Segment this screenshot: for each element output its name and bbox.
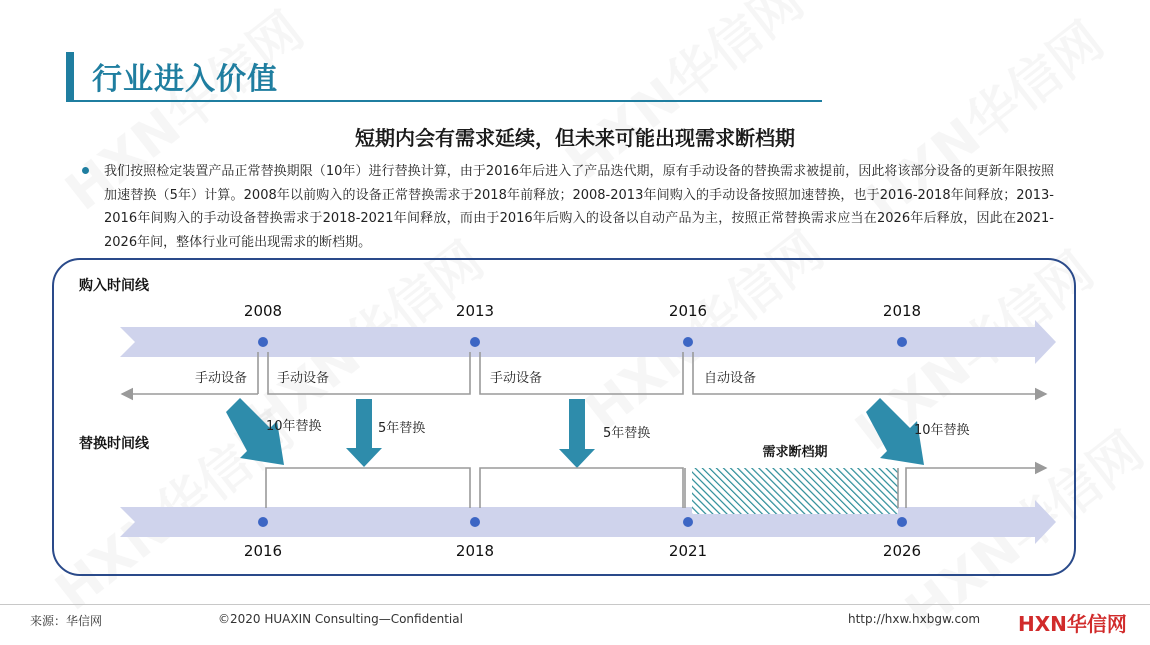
purchase-year-2013: 2013 — [455, 302, 495, 320]
replace-bracket-after-2026 — [906, 468, 1046, 508]
replace-year-2016: 2016 — [243, 542, 283, 560]
replace-bracket-2016-2018 — [266, 468, 470, 508]
segment-label-auto-2016: 自动设备 — [703, 371, 757, 386]
footer-source: 来源：华信网 — [30, 614, 103, 628]
replace-year-2021: 2021 — [668, 542, 708, 560]
replace-dot-2016 — [258, 517, 268, 527]
replace-year-2018: 2018 — [455, 542, 495, 560]
replace-timeline-label: 替换时间线 — [79, 436, 149, 452]
purchase-timeline-label: 购入时间线 — [79, 278, 149, 294]
replace-arrow-label-1: 10年替换 — [266, 419, 322, 434]
purchase-year-2008: 2008 — [243, 302, 283, 320]
replace-arrow-label-2: 5年替换 — [378, 421, 426, 436]
replace-arrow-3 — [559, 399, 595, 468]
footer-divider — [0, 604, 1150, 605]
demand-gap-hatch — [692, 468, 898, 514]
segment-label-manual-before: 手动设备 — [194, 371, 248, 386]
demand-gap-label: 需求断档期 — [762, 445, 828, 460]
purchase-dot-2016 — [683, 337, 693, 347]
replace-bracket-2018-2021 — [480, 468, 683, 508]
replace-dot-2021 — [683, 517, 693, 527]
replace-dot-2026 — [897, 517, 907, 527]
purchase-year-2016: 2016 — [668, 302, 708, 320]
purchase-dot-2013 — [470, 337, 480, 347]
purchase-year-2018: 2018 — [882, 302, 922, 320]
body-paragraph: 我们按照检定装置产品正常替换期限（10年）进行替换计算，由于2016年后进入了产品迭代期，原有手动设备的替换需求被提前，因此将该部分设备的更新年限按照加速替换（5年）计算。2008年以前购入的设备正常替换需求于2018年前释放；2008-2013年间购入的手动设备按照加速替换，也于2016-2018年间释放；2013-2016年间购入的手动设备替换需求于2018-2021年间释放，而由于2016年后购入的设备以自动产品为主，按照正常替换需求应当在2026年后释放，因此在2021-2026年间，整体行业可能出现需求的断档期。 — [104, 164, 1054, 250]
replace-arrow-label-3: 5年替换 — [603, 426, 651, 441]
segment-label-manual-2008: 手动设备 — [276, 371, 330, 386]
purchase-dot-2018 — [897, 337, 907, 347]
footer-copyright: ©2020 HUAXIN Consulting—Confidential — [218, 612, 463, 626]
page-subtitle: 短期内会有需求延续，但未来可能出现需求断档期 — [355, 126, 795, 150]
replace-year-2026: 2026 — [882, 542, 922, 560]
replace-arrow-label-4: 10年替换 — [914, 423, 970, 438]
page-title: 行业进入价值 — [92, 62, 278, 97]
purchase-dot-2008 — [258, 337, 268, 347]
brand-logo: HXN华信网 — [1018, 612, 1127, 636]
replace-arrow-2 — [346, 399, 382, 467]
footer-url[interactable]: http://hxw.hxbgw.com — [848, 612, 981, 626]
segment-label-manual-2013: 手动设备 — [489, 371, 543, 386]
replace-dot-2018 — [470, 517, 480, 527]
